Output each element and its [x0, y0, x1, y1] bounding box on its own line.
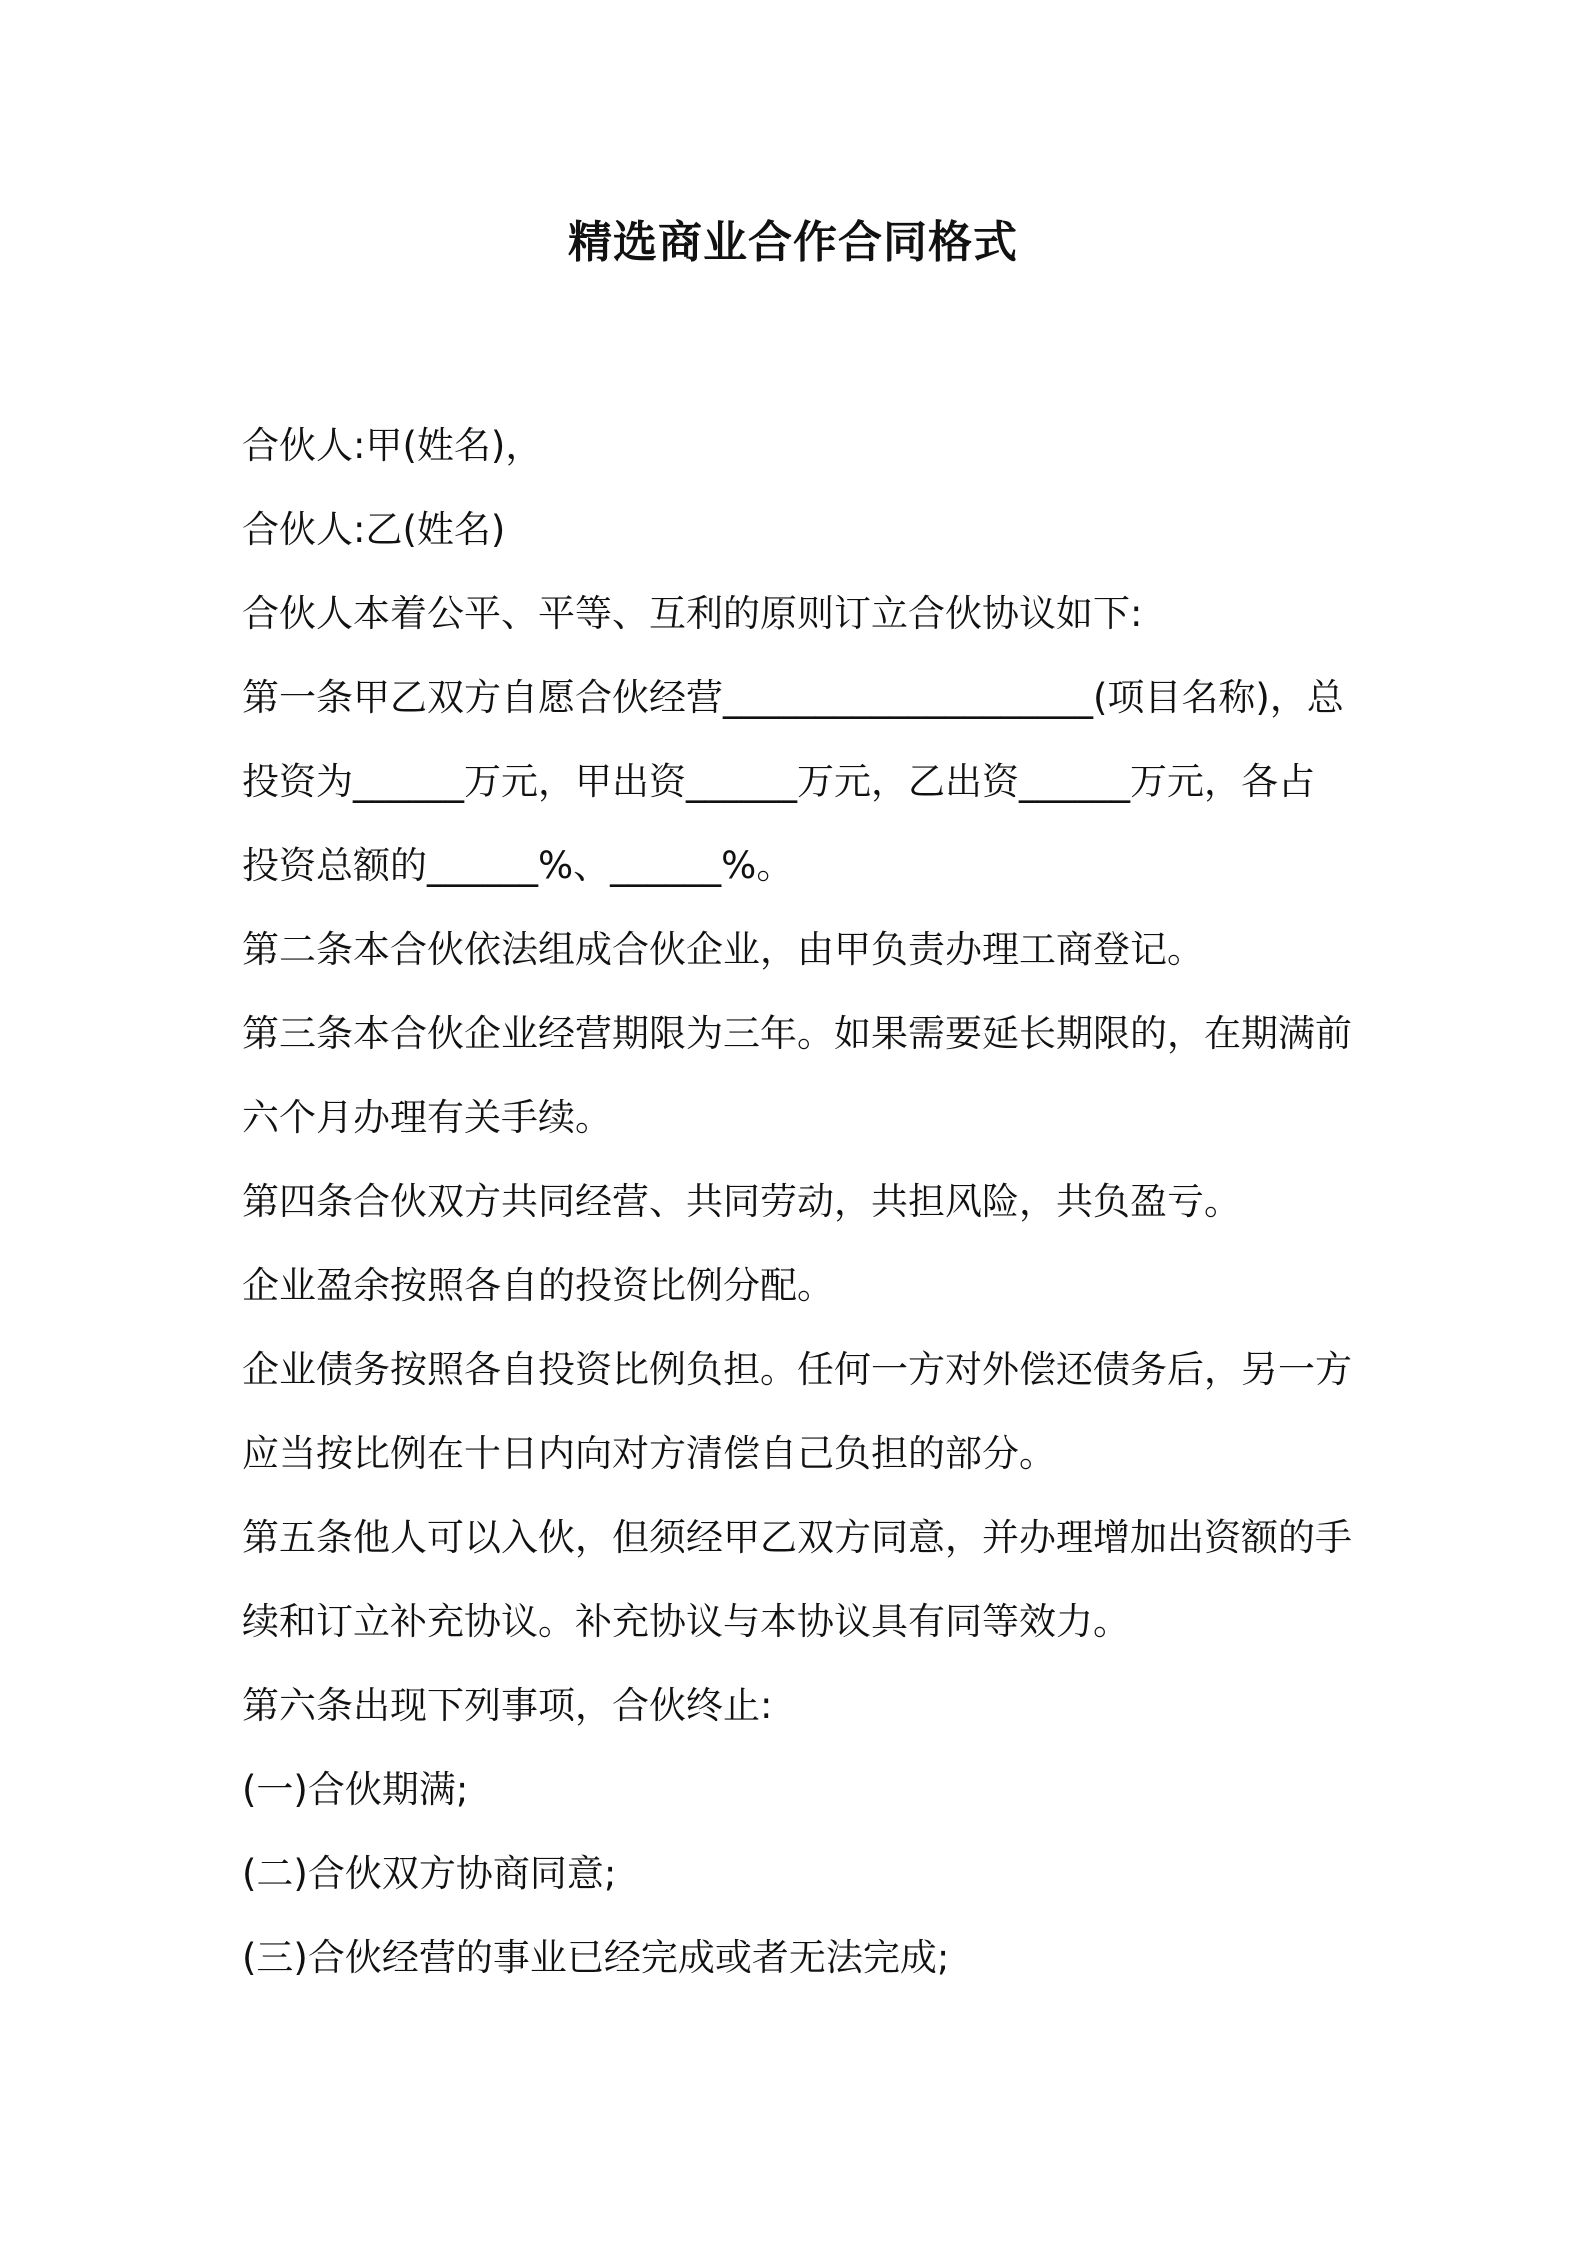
- agreement-intro: 合伙人本着公平、平等、互利的原则订立合伙协议如下:: [242, 592, 1143, 635]
- article-6: 第六条出现下列事项，合伙终止:: [242, 1684, 773, 1727]
- termination-item-1: (一)合伙期满;: [242, 1768, 469, 1811]
- debt-clause-line-1: 企业债务按照各自投资比例负担。任何一方对外偿还债务后，另一方: [242, 1348, 1352, 1391]
- surplus-clause: 企业盈余按照各自的投资比例分配。: [242, 1264, 834, 1307]
- article-3-line-1: 第三条本合伙企业经营期限为三年。如果需要延长期限的，在期满前: [242, 1012, 1352, 1055]
- article-2: 第二条本合伙依法组成合伙企业，由甲负责办理工商登记。: [242, 928, 1204, 971]
- document-body: [242, 404, 1358, 2000]
- document-title: 精选商业合作合同格式: [568, 217, 1018, 268]
- debt-clause-line-2: 应当按比例在十日内向对方清偿自己负担的部分。: [242, 1432, 1056, 1475]
- article-3-line-2: 六个月办理有关手续。: [242, 1096, 612, 1139]
- article-1-line-2: 投资为______万元，甲出资______万元，乙出资______万元，各占: [242, 760, 1315, 803]
- article-1-line-3: 投资总额的______%、______%。: [242, 844, 794, 887]
- article-5-line-2: 续和订立补充协议。补充协议与本协议具有同等效力。: [242, 1600, 1130, 1643]
- partner-b-line: 合伙人:乙(姓名): [242, 508, 506, 551]
- article-5-line-1: 第五条他人可以入伙，但须经甲乙双方同意，并办理增加出资额的手: [242, 1516, 1352, 1559]
- article-1-line-1: 第一条甲乙双方自愿合伙经营____________________(项目名称)，总: [242, 676, 1344, 719]
- partner-a-line: 合伙人:甲(姓名)，: [242, 424, 543, 467]
- termination-item-3: (三)合伙经营的事业已经完成或者无法完成;: [242, 1936, 950, 1979]
- termination-item-2: (二)合伙双方协商同意;: [242, 1852, 617, 1895]
- article-4: 第四条合伙双方共同经营、共同劳动，共担风险，共负盈亏。: [242, 1180, 1241, 1223]
